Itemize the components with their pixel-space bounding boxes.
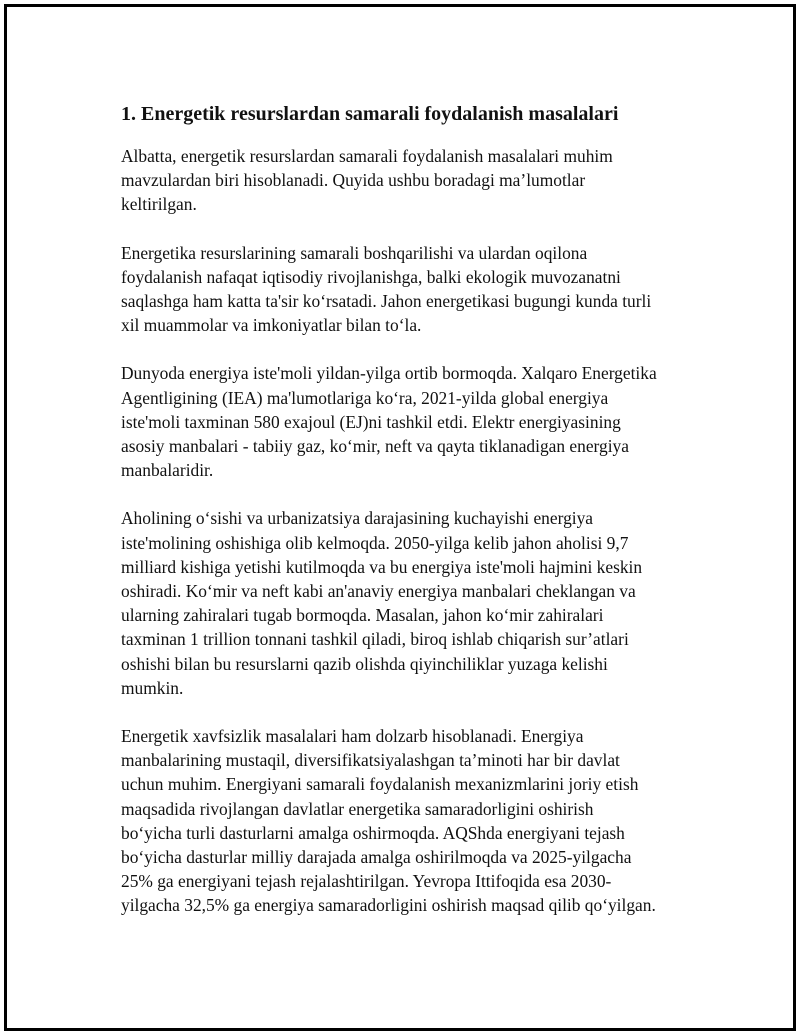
text-line: taxminan 1 trillion tonnani tashkil qiladi, biroq ishlab chiqarish sur’atlari [121, 629, 629, 650]
text-line: maqsadida rivojlangan davlatlar energetika samaradorligini oshirish [121, 798, 594, 819]
text-line: keltirilgan. [121, 194, 197, 215]
paragraph [121, 361, 701, 482]
text-line: manbalaridir. [121, 460, 214, 481]
text-line: yilgacha 32,5% ga energiya samaradorligini oshirish maqsad qilib qo‘yilgan. [121, 895, 656, 916]
text-line: ularning zahiralari tugab bormoqda. Masalan, jahon ko‘mir zahiralari [121, 605, 604, 626]
text-line: Energetika resurslarining samarali boshqarilishi va ulardan oqilona [121, 242, 588, 263]
paragraph-list [121, 144, 701, 918]
document-body [121, 101, 701, 942]
text-line: bo‘yicha turli dasturlarni amalga oshirmoqda. AQShda energiyani tejash [121, 822, 625, 843]
section-heading: 1. Energetik resurslardan samarali foydalanish masalalari [121, 103, 619, 125]
text-line: oshiradi. Ko‘mir va neft kabi an'anaviy energiya manbalari cheklangan va [121, 581, 636, 602]
paragraph [121, 144, 701, 217]
text-line: oshishi bilan bu resurslarni qazib olishda qiyinchiliklar yuzaga kelishi [121, 653, 608, 674]
page-frame [4, 4, 796, 1031]
text-line: milliard kishiga yetishi kutilmoqda va bu energiya iste'moli hajmini keskin [121, 556, 643, 577]
paragraph [121, 724, 701, 918]
text-line: foydalanish nafaqat iqtisodiy rivojlanishga, balki ekologik muvozanatni [121, 266, 621, 287]
text-line: Aholining o‘sishi va urbanizatsiya darajasining kuchayishi energiya [121, 508, 594, 529]
text-line: asosiy manbalari - tabiiy gaz, ko‘mir, neft va qayta tiklanadigan energiya [121, 436, 629, 457]
text-line: Energetik xavfsizlik masalalari ham dolzarb hisoblanadi. Energiya [121, 726, 584, 747]
text-line: saqlashga ham katta ta'sir ko‘rsatadi. Jahon energetikasi bugungi kunda turli [121, 291, 652, 312]
paragraph [121, 241, 701, 338]
text-line: iste'molining oshishiga olib kelmoqda. 2050-yilga kelib jahon aholisi 9,7 [121, 532, 629, 553]
text-line: bo‘yicha dasturlar milliy darajada amalga oshirilmoqda va 2025-yilgacha [121, 847, 632, 868]
paragraph [121, 506, 701, 700]
text-line: manbalarining mustaqil, diversifikatsiyalashgan ta’minoti har bir davlat [121, 750, 620, 771]
text-line: Agentligining (IEA) ma'lumotlariga ko‘ra, 2021-yilda global energiya [121, 387, 609, 408]
text-line: Albatta, energetik resurslardan samarali foydalanish masalalari muhim [121, 146, 613, 166]
text-line: mumkin. [121, 677, 184, 698]
text-line: mavzulardan biri hisoblanadi. Quyida ushbu boradagi ma’lumotlar [121, 170, 586, 191]
text-line: Dunyoda energiya iste'moli yildan-yilga ortib bormoqda. Xalqaro Energetika [121, 363, 657, 384]
text-line: xil muammolar va imkoniyatlar bilan to‘la. [121, 315, 422, 336]
text-line: iste'moli taxminan 580 exajoul (EJ)ni tashkil etdi. Elektr energiyasining [121, 411, 621, 432]
text-line: uchun muhim. Energiyani samarali foydalanish mexanizmlarini joriy etish [121, 774, 639, 795]
text-line: 25% ga energiyani tejash rejalashtirilgan. Yevropa Ittifoqida esa 2030- [121, 871, 612, 892]
